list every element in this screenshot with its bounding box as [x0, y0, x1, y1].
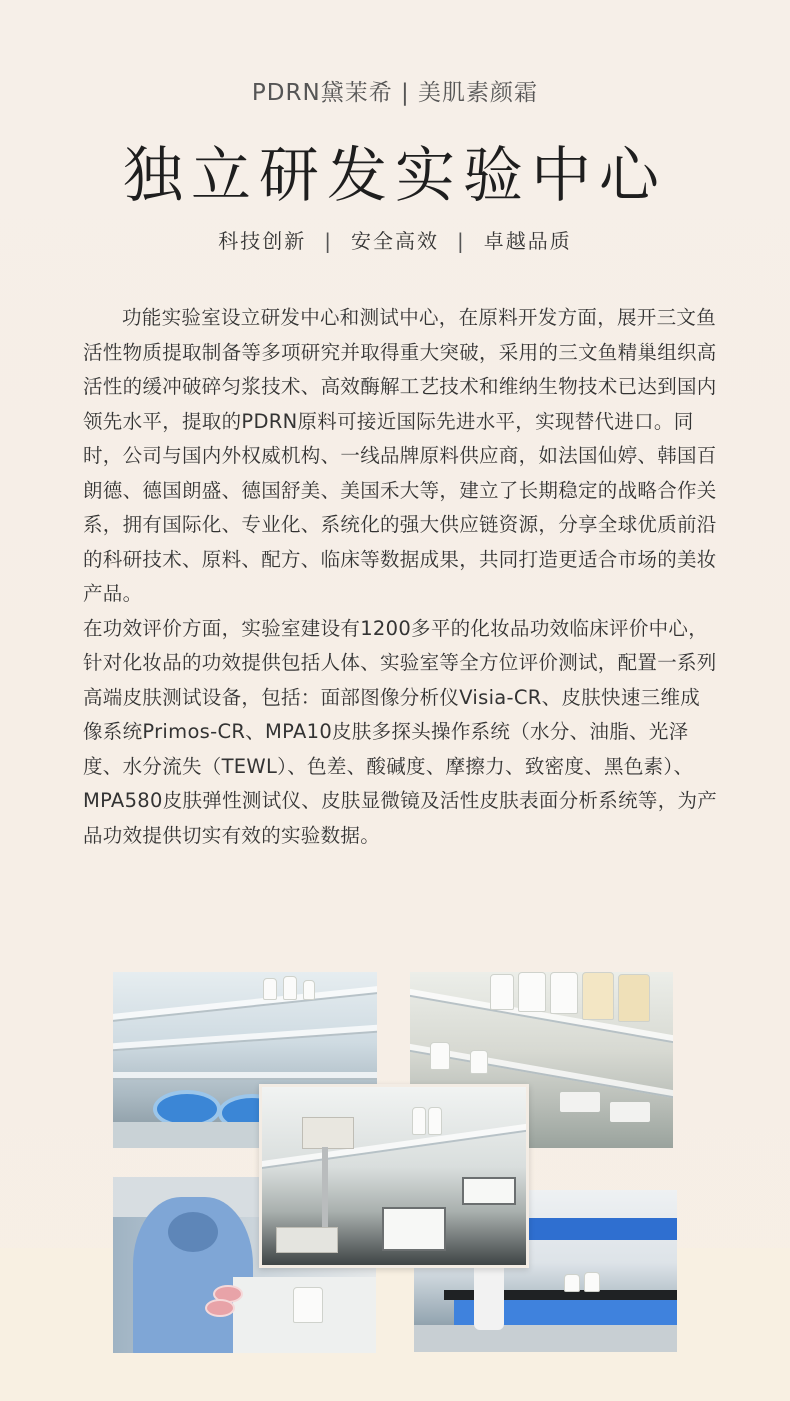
page-title: 独立研发实验中心 [123, 141, 667, 211]
tagline-row [0, 225, 790, 254]
brand-subtitle: PDRN黛茉希 | 美肌素颜霜 [251, 80, 539, 106]
tagline-item: 卓越品质 [483, 229, 572, 253]
lab-photo-instruments-featured [259, 1084, 529, 1268]
tagline-separator: | [324, 229, 333, 253]
description-text [83, 301, 719, 853]
tagline-item: 科技创新 [218, 229, 307, 253]
description-paragraph: 功能实验室设立研发中心和测试中心，在原料开发方面，展开三文鱼活性物质提取制备等多项研究并取得重大突破，采用的三文鱼精巢组织高活性的缓冲破碎匀浆技术、高效酶解工艺技术和维纳生物技术已达到国内领先水平，提取的PDRN原料可接近国际先进水平，实现替代进口。同时，公司与国内外权威机构、一线品牌原料供应商，如法国仙婷、韩国百朗德、德国朗盛、德国舒美、美国禾大等，建立了长期稳定的战略合作关系，拥有国际化、专业化、系统化的强大供应链资源，分享全球优质前沿的科研技术、原料、配方、临床等数据成果，共同打造更适合市场的美妆产品。 [83, 306, 717, 605]
description-paragraph: 在功效评价方面，实验室建设有1200多平的化妆品功效临床评价中心，针对化妆品的功效提供包括人体、实验室等全方位评价测试，配置一系列高端皮肤测试设备，包括：面部图像分析仪Visia-CR、皮肤快速三维成像系统Primos-CR、MPA10皮肤多探头操作系统（水分、油脂、光泽度、水分流失（TEWL）、色差、酸碱度、摩擦力、致密度、黑色素）、MPA580皮肤弹性测试仪、皮肤显微镜及活性皮肤表面分析系统等，为产品功效提供切实有效的实验数据。 [83, 616, 718, 847]
tagline-separator: | [457, 229, 466, 253]
tagline-item: 安全高效 [351, 229, 439, 253]
